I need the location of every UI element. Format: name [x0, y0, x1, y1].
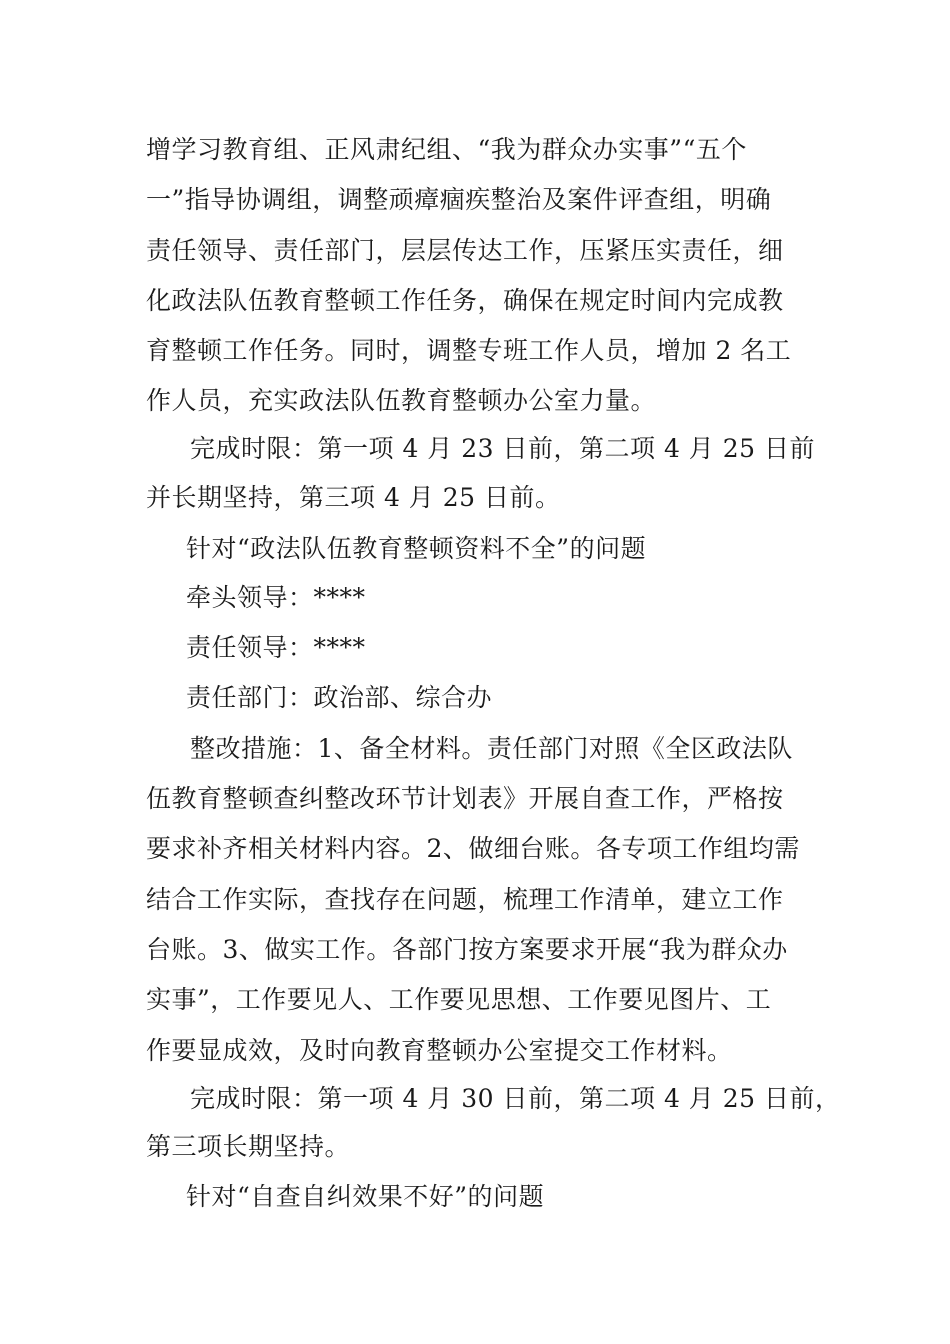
body-text-line: 化政法队伍教育整顿工作任务，确保在规定时间内完成教: [146, 286, 784, 315]
deadline-line: 第三项长期坚持。: [146, 1132, 351, 1161]
measures-line: 整改措施：1、备全材料。责任部门对照《全区政法队: [190, 734, 793, 763]
measures-line: 台账。3、做实工作。各部门按方案要求开展“我为群众办: [146, 935, 788, 964]
deadline-line: 完成时限：第一项 4 月 23 日前，第二项 4 月 25 日前: [190, 434, 816, 463]
measures-line: 作要显成效，及时向教育整顿办公室提交工作材料。: [146, 1036, 733, 1065]
measures-line: 伍教育整顿查纠整改环节计划表》开展自查工作，严格按: [146, 784, 784, 813]
measures-line: 结合工作实际，查找存在问题，梳理工作清单，建立工作: [146, 885, 784, 914]
measures-line: 实事”，工作要见人、工作要见思想、工作要见图片、工: [146, 985, 772, 1014]
deadline-line: 并长期坚持，第三项 4 月 25 日前。: [146, 483, 561, 512]
body-text-line: 责任领导、责任部门，层层传达工作，压紧压实责任，细: [146, 236, 784, 265]
section-heading: 针对“政法队伍教育整顿资料不全”的问题: [186, 534, 647, 563]
body-text-line: 增学习教育组、正风肃纪组、“我为群众办实事”“五个: [146, 135, 747, 164]
body-text-line: 一”指导协调组，调整顽瘴痼疾整治及案件评查组，明确: [146, 185, 772, 214]
section-heading: 针对“自查自纠效果不好”的问题: [186, 1182, 545, 1211]
responsible-leader-line: 责任领导：****: [186, 633, 366, 662]
measures-line: 要求补齐相关材料内容。2、做细台账。各专项工作组均需: [146, 834, 800, 863]
lead-leader-line: 牵头领导：****: [186, 583, 366, 612]
responsible-department-line: 责任部门：政治部、综合办: [186, 683, 493, 712]
body-text-line: 育整顿工作任务。同时，调整专班工作人员，增加 2 名工: [146, 336, 792, 365]
body-text-line: 作人员，充实政法队伍教育整顿办公室力量。: [146, 386, 657, 415]
deadline-line: 完成时限：第一项 4 月 30 日前，第二项 4 月 25 日前，: [190, 1084, 841, 1113]
